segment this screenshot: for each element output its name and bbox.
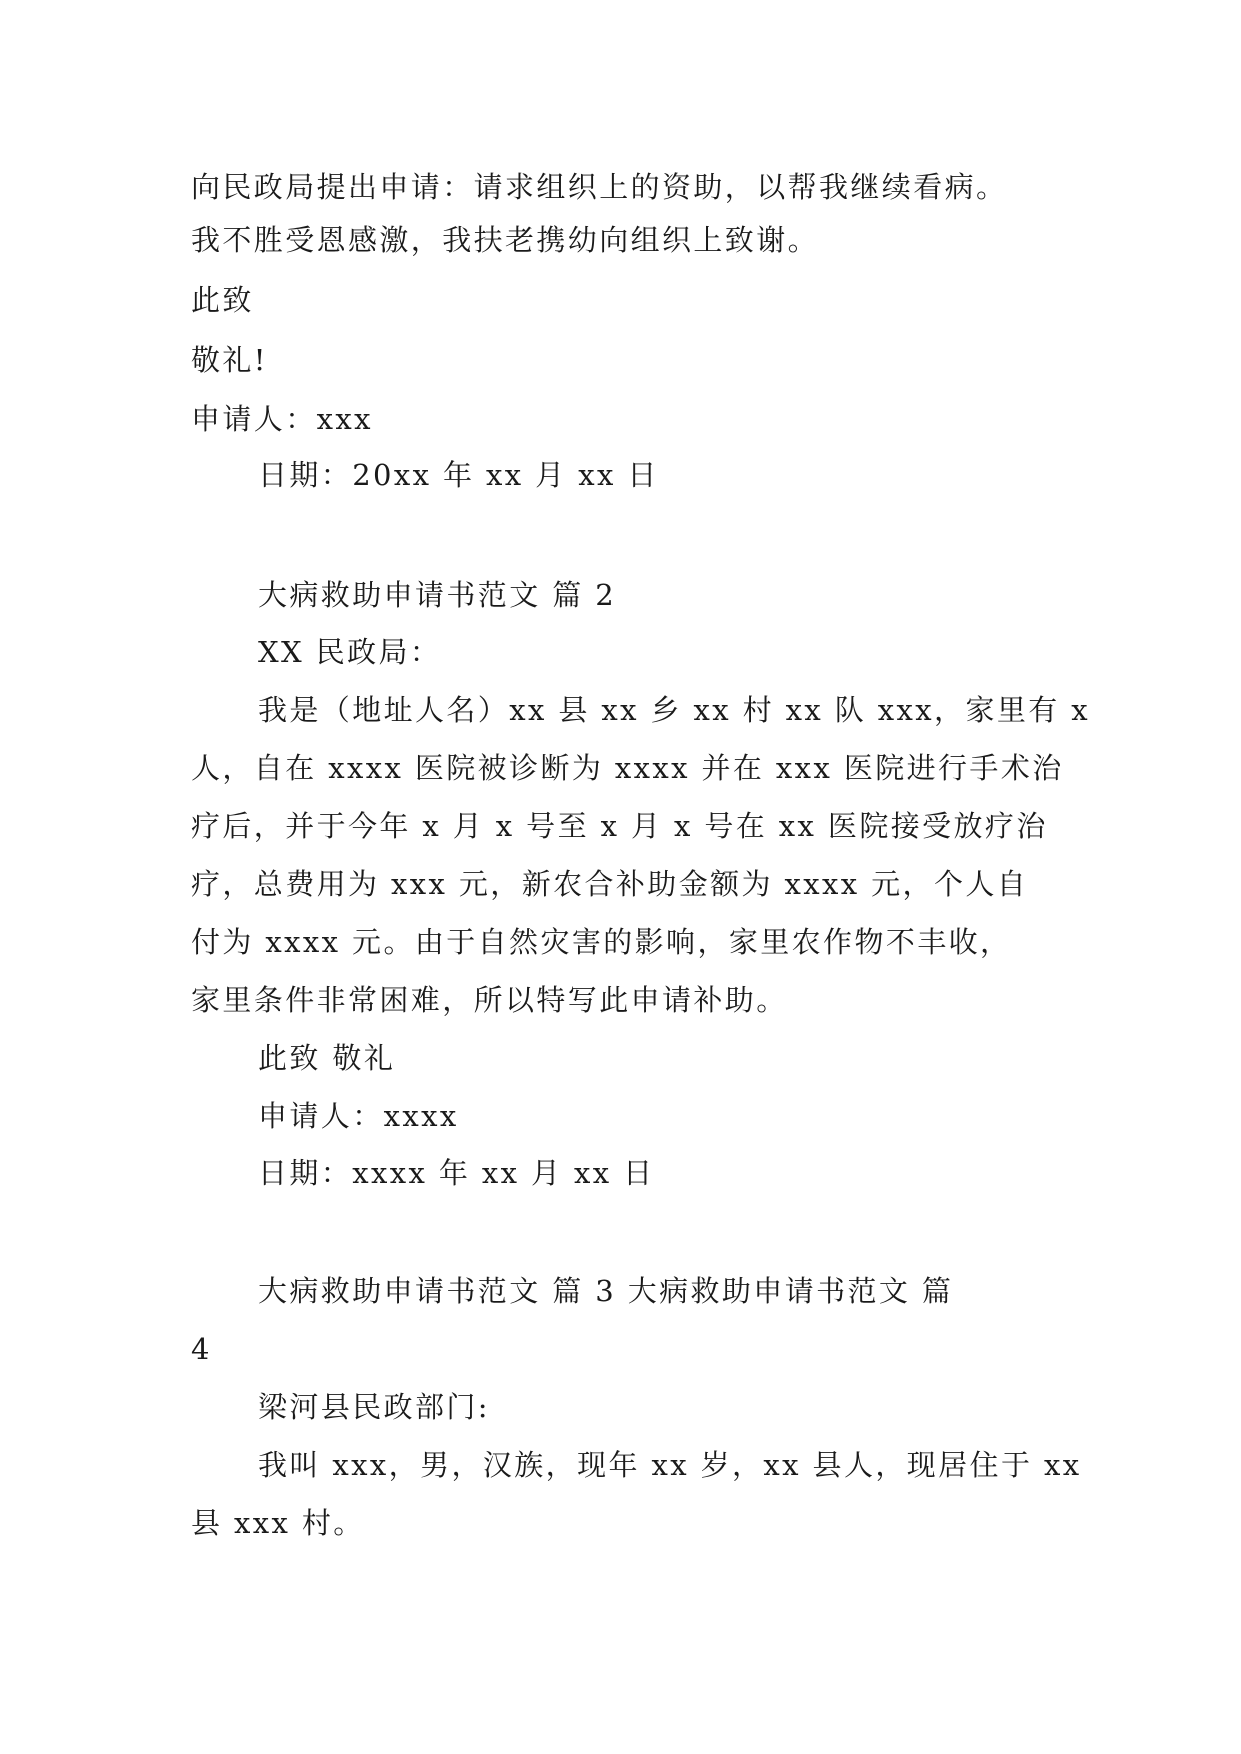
- paragraph-line: 我叫 xxx，男，汉族，现年 xx 岁，xx 县人，现居住于 xx: [258, 1448, 1082, 1482]
- salutation-text: 敬礼!: [191, 343, 268, 377]
- date-line: 日期：20xx 年 xx 月 xx 日: [258, 458, 659, 492]
- paragraph-line: 付为 xxxx 元。由于自然灾害的影响，家里农作物不丰收，: [191, 925, 1012, 959]
- section-heading: 大病救助申请书范文 篇 3 大病救助申请书范文 篇: [258, 1274, 954, 1308]
- paragraph-line: 人，自在 xxxx 医院被诊断为 xxxx 并在 xxx 医院进行手术治: [191, 751, 1064, 785]
- paragraph-line: 家里条件非常困难，所以特写此申请补助。: [191, 983, 788, 1017]
- recipient-line: XX 民政局：: [258, 635, 442, 669]
- section-heading-continued: 4: [191, 1332, 212, 1366]
- applicant-line: 申请人：xxx: [191, 402, 373, 436]
- closing-text: 此致: [191, 283, 254, 317]
- date-line: 日期：xxxx 年 xx 月 xx 日: [258, 1156, 655, 1190]
- applicant-line: 申请人：xxxx: [258, 1099, 459, 1133]
- paragraph-line: 我是（地址人名）xx 县 xx 乡 xx 村 xx 队 xxx，家里有 x: [258, 693, 1091, 727]
- paragraph-line: 县 xxx 村。: [191, 1506, 365, 1540]
- paragraph-line: 向民政局提出申请：请求组织上的资助，以帮我继续看病。: [191, 170, 1008, 204]
- section-heading: 大病救助申请书范文 篇 2: [258, 578, 617, 612]
- closing-text: 此致 敬礼: [258, 1041, 396, 1075]
- recipient-line: 梁河县民政部门:: [258, 1390, 490, 1424]
- paragraph-line: 疗后，并于今年 x 月 x 号至 x 月 x 号在 xx 医院接受放疗治: [191, 809, 1048, 843]
- paragraph-line: 我不胜受恩感激，我扶老携幼向组织上致谢。: [191, 223, 820, 257]
- paragraph-line: 疗，总费用为 xxx 元，新农合补助金额为 xxxx 元，个人自: [191, 867, 1029, 901]
